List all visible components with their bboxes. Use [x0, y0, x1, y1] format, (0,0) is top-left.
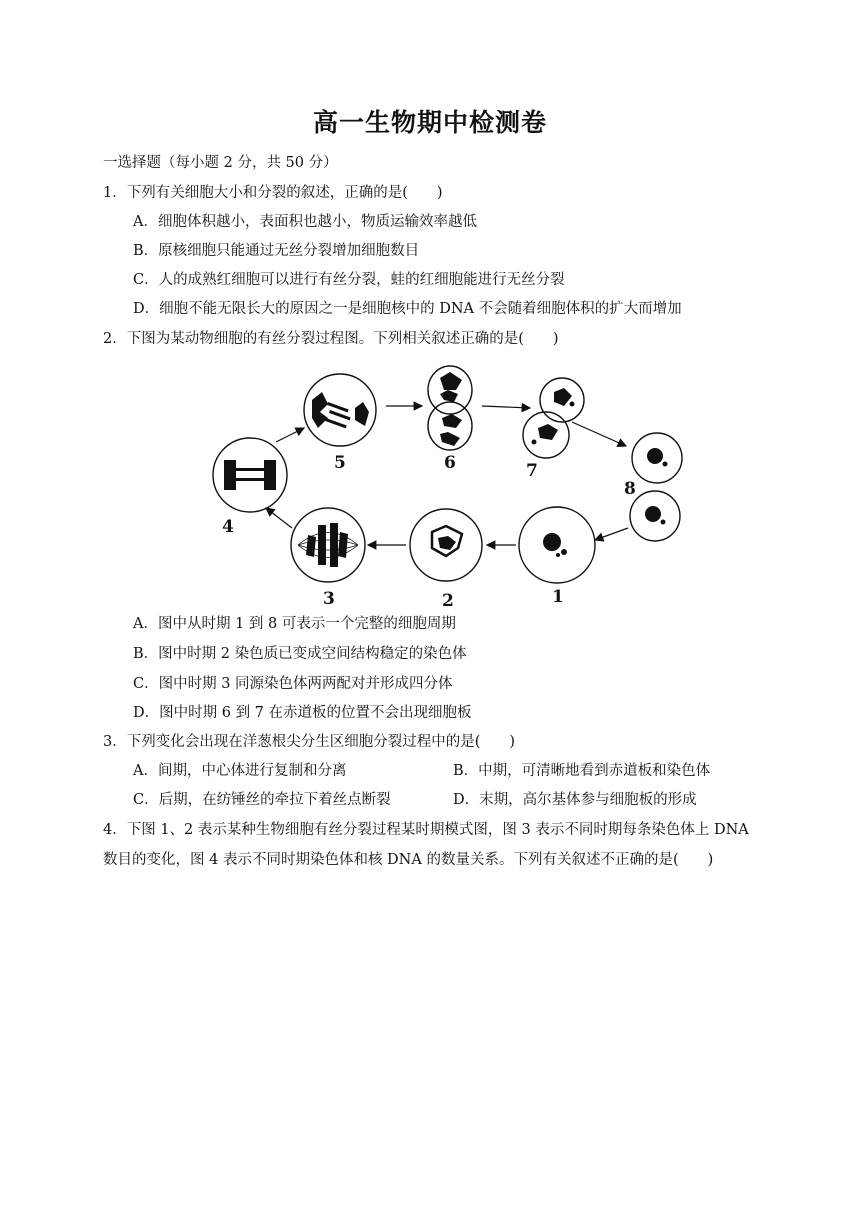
label-5: 5: [334, 453, 346, 473]
question-4-stem-line-2: 数目的变化，图 4 表示不同时期染色体和核 DNA 的数量关系。下列有关叙述不正确的是( ): [103, 852, 714, 868]
question-2-option-d: D．图中时期 6 到 7 在赤道板的位置不会出现细胞板: [133, 705, 472, 721]
question-3-option-c: C．后期，在纺锤丝的牵拉下着丝点断裂: [133, 792, 391, 808]
mitosis-cycle-diagram: [200, 360, 700, 610]
question-3-option-a: A．间期，中心体进行复制和分离: [133, 763, 347, 779]
question-2-option-c: C．图中时期 3 同源染色体两两配对并形成四分体: [133, 676, 453, 692]
question-2-option-a: A．图中从时期 1 到 8 可表示一个完整的细胞周期: [133, 616, 456, 632]
question-3-stem: 3．下列变化会出现在洋葱根尖分生区细胞分裂过程中的是( ): [103, 734, 516, 750]
cell-3: [291, 508, 365, 582]
question-3-option-b: B．中期，可清晰地看到赤道板和染色体: [453, 763, 711, 779]
label-6: 6: [444, 453, 456, 473]
page-title: 高一生物期中检测卷: [312, 108, 547, 137]
arrow-8-to-1: [595, 528, 628, 540]
question-2-stem: 2．下图为某动物细胞的有丝分裂过程图。下列相关叙述正确的是( ): [103, 331, 559, 347]
question-1-option-c: C．人的成熟红细胞可以进行有丝分裂，蛙的红细胞能进行无丝分裂: [133, 272, 565, 288]
label-4: 4: [222, 517, 234, 537]
arrow-7-to-8: [572, 422, 626, 446]
question-2-option-b: B．图中时期 2 染色质已变成空间结构稳定的染色体: [133, 646, 467, 662]
question-4-stem-line-1: 4．下图 1、2 表示某种生物细胞有丝分裂过程某时期模式图，图 3 表示不同时期每条染色体上 DNA: [103, 822, 749, 838]
question-1-option-a: A．细胞体积越小，表面积也越小，物质运输效率越低: [133, 214, 477, 230]
question-3-option-d: D．末期，高尔基体参与细胞板的形成: [453, 792, 697, 808]
mitosis-cycle-figure: [200, 360, 700, 610]
question-1-option-d: D．细胞不能无限长大的原因之一是细胞核中的 DNA 不会随着细胞体积的扩大而增加: [133, 301, 682, 317]
arrow-3-to-4: [266, 508, 292, 528]
label-7: 7: [526, 461, 538, 481]
label-8: 8: [624, 479, 636, 499]
question-1-option-b: B．原核细胞只能通过无丝分裂增加细胞数目: [133, 243, 420, 259]
section-heading: 一选择题（每小题 2 分，共 50 分）: [103, 155, 338, 171]
question-1-stem: 1．下列有关细胞大小和分裂的叙述，正确的是( ): [103, 185, 443, 201]
label-1: 1: [552, 587, 564, 607]
arrow-6-to-7: [482, 406, 530, 408]
label-3: 3: [323, 589, 335, 609]
label-2: 2: [442, 591, 454, 610]
arrow-4-to-5: [276, 428, 304, 442]
